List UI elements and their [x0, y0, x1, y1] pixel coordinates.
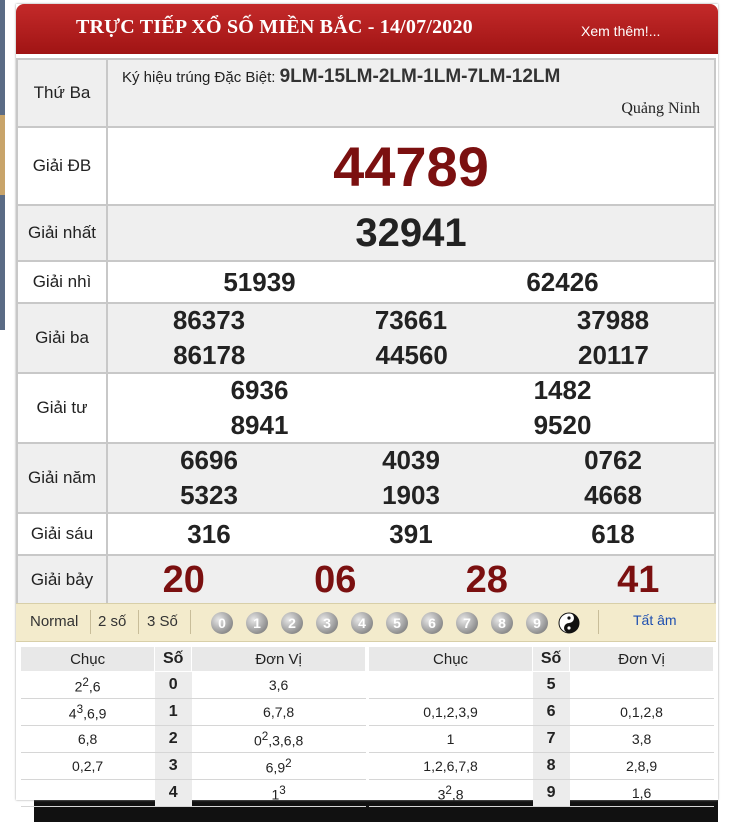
prize-tu-number: 6936 [230, 375, 289, 405]
prize-label-nhat: Giải nhất [17, 205, 107, 261]
cell-so: 2 [155, 726, 192, 753]
cell-don-vi: 2,8,9 [570, 753, 714, 780]
prize-sau-number: 391 [389, 518, 433, 549]
cell-chuc [369, 672, 533, 699]
digit-ball-6[interactable]: 6 [421, 612, 443, 634]
header-so: Số [533, 647, 570, 672]
cell-chuc: $3^2,8$ [369, 780, 533, 807]
prize-label-tu: Giải tư [17, 373, 107, 443]
results-table [16, 58, 716, 606]
cell-don-vi: $1^3$ [192, 780, 366, 807]
prize-nam-number: 1903 [382, 480, 440, 510]
cell-don-vi: 3,6 [192, 672, 366, 699]
prize-tu-number: 9520 [533, 410, 592, 440]
more-link[interactable]: Xem thêm!... [581, 23, 661, 39]
header-chuc: Chục [21, 647, 155, 672]
tab-divider [598, 610, 599, 634]
tab-normal[interactable]: Normal [30, 613, 79, 630]
cell-don-vi [570, 672, 714, 699]
yin-yang-icon[interactable] [558, 612, 580, 634]
cell-don-vi: 6,7,8 [192, 699, 366, 726]
cell-so: 6 [533, 699, 570, 726]
digit-ball-9[interactable]: 9 [526, 612, 548, 634]
cell-so: 7 [533, 726, 570, 753]
special-code-cell [107, 59, 715, 127]
cell-chuc: 1,2,6,7,8 [369, 753, 533, 780]
digit-ball-8[interactable]: 8 [491, 612, 513, 634]
background-strip [0, 0, 5, 330]
cell-don-vi: 1,6 [570, 780, 714, 807]
prize-label-nhi: Giải nhì [17, 261, 107, 303]
digit-ball-1[interactable]: 1 [246, 612, 268, 634]
cell-chuc [21, 780, 155, 807]
prize-ba-number: 37988 [576, 305, 650, 335]
cell-don-vi: 0,1,2,8 [570, 699, 714, 726]
prize-nhi-number: 62426 [526, 266, 599, 297]
prize-nam-number: 4039 [382, 445, 440, 475]
tab-two-digits[interactable]: 2 số [98, 613, 127, 630]
prize-nam-number: 5323 [180, 480, 238, 510]
prize-tu-number: 1482 [533, 375, 592, 405]
table-row [369, 780, 714, 807]
prize-label-bay: Giải bảy [17, 555, 107, 605]
cell-so: 1 [155, 699, 192, 726]
prize-label-sau: Giải sáu [17, 513, 107, 555]
prize-bay-number: 28 [465, 558, 508, 601]
cell-chuc: $4^3,6,9$ [21, 699, 155, 726]
prize-db-number: 44789 [333, 134, 489, 198]
tab-three-digits[interactable]: 3 Số [147, 613, 178, 630]
prize-bay-number: 06 [314, 558, 357, 601]
cell-chuc: 0,2,7 [21, 753, 155, 780]
cell-so: 9 [533, 780, 570, 807]
result-card [16, 4, 718, 803]
special-code-value: 9LM-15LM-2LM-1LM-7LM-12LM [279, 66, 561, 87]
prize-ba-number: 73661 [374, 305, 448, 335]
all-tail-link[interactable]: Tất âm [633, 612, 677, 628]
prize-label-ba: Giải ba [17, 303, 107, 373]
prize-ba-number: 20117 [578, 340, 649, 370]
prize-ba-number: 86373 [172, 305, 246, 335]
digit-ball-3[interactable]: 3 [316, 612, 338, 634]
digit-ball-2[interactable]: 2 [281, 612, 303, 634]
prize-nhat-number: 32941 [355, 210, 467, 255]
cell-don-vi: $0^2,3,6,8$ [192, 726, 366, 753]
table-row [21, 726, 366, 753]
cell-so: 5 [533, 672, 570, 699]
prize-sau-number: 316 [187, 518, 231, 549]
cell-so: 8 [533, 753, 570, 780]
cell-so: 3 [155, 753, 192, 780]
table-row [21, 699, 366, 726]
special-code-label: Ký hiệu trúng Đặc Biệt: [122, 69, 276, 86]
card-title: TRỰC TIẾP XỔ SỐ MIỀN BẮC - 14/07/2020 [76, 16, 473, 38]
prize-nam-number: 6696 [180, 445, 238, 475]
filter-bar [16, 603, 716, 642]
header-chuc: Chục [369, 647, 533, 672]
header-so: Số [155, 647, 192, 672]
digit-ball-5[interactable]: 5 [386, 612, 408, 634]
table-row [369, 753, 714, 780]
day-label: Thứ Ba [17, 59, 107, 127]
tab-divider [138, 610, 139, 634]
digit-ball-7[interactable]: 7 [456, 612, 478, 634]
cell-chuc: 1 [369, 726, 533, 753]
cell-don-vi: 3,8 [570, 726, 714, 753]
table-row [369, 672, 714, 699]
prize-label-db: Giải ĐB [17, 127, 107, 205]
table-row [369, 699, 714, 726]
province-name: Quảng Ninh [621, 100, 700, 117]
cell-don-vi: $6,9^2$ [192, 753, 366, 780]
prize-bay-number: 20 [162, 558, 205, 601]
prize-nam-number: 4668 [584, 480, 642, 510]
loto-table-left [20, 646, 366, 807]
cell-chuc: 6,8 [21, 726, 155, 753]
tab-divider [90, 610, 91, 634]
prize-ba-number: 86178 [173, 340, 246, 370]
cell-chuc: $2^2,6$ [21, 672, 155, 699]
loto-table-right [368, 646, 714, 807]
background-strip-accent [0, 115, 5, 195]
header-don-vi: Đơn Vị [192, 647, 366, 672]
prize-nhi-number: 51939 [223, 266, 296, 297]
table-row [21, 672, 366, 699]
prize-label-nam: Giải năm [17, 443, 107, 513]
prize-ba-number: 44560 [375, 340, 448, 370]
header-don-vi: Đơn Vị [570, 647, 714, 672]
digit-ball-0[interactable]: 0 [211, 612, 233, 634]
tab-divider [190, 610, 191, 634]
digit-ball-4[interactable]: 4 [351, 612, 373, 634]
card-header [16, 4, 718, 54]
table-row [21, 753, 366, 780]
prize-tu-number: 8941 [230, 410, 289, 440]
cell-so: 0 [155, 672, 192, 699]
cell-chuc: 0,1,2,3,9 [369, 699, 533, 726]
table-row [369, 726, 714, 753]
cell-so: 4 [155, 780, 192, 807]
prize-bay-number: 41 [617, 558, 660, 601]
table-row [21, 780, 366, 807]
prize-nam-number: 0762 [584, 445, 642, 475]
prize-sau-number: 618 [591, 518, 635, 549]
